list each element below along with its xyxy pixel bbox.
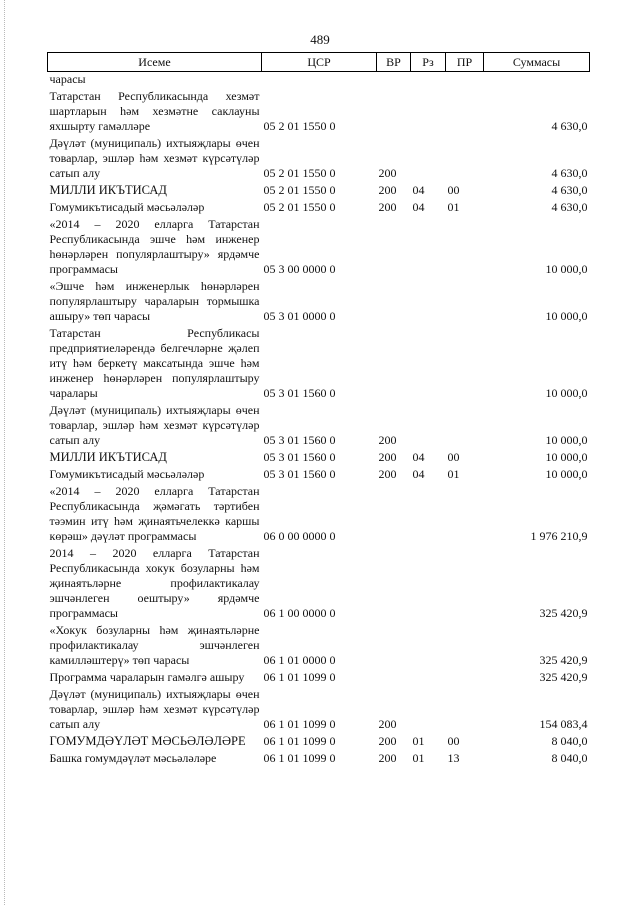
row-rz-code [411,279,446,326]
header-pr: ПР [446,53,484,72]
row-sum: 4 630,0 [551,183,588,197]
row-rz-code [411,72,446,90]
row-pr-code: 00 [447,183,460,197]
row-vr-code [377,546,411,623]
row-pr-code [446,279,484,326]
row-name: Дәүләт (муниципаль) ихтыяҗлары өчен товарлар, эшләр һәм хезмәт күрсәтүләр сатып алу [49,136,260,180]
row-sum: 10 000,0 [545,386,588,400]
row-csr-code: 06 1 01 1099 0 [263,717,336,731]
row-rz-code: 04 [412,200,425,214]
row-name: Программа чараларын гамәлгә ашыру [49,670,245,684]
row-rz-code [411,484,446,546]
row-vr-code [377,484,411,546]
row-csr-code: 05 3 01 1560 0 [263,450,336,464]
row-csr-code: 06 1 01 1099 0 [263,670,336,684]
header-vr: ВР [377,53,411,72]
table-row [48,279,590,326]
row-sum: 10 000,0 [545,309,588,323]
row-name: Гомумикътисадый мәсьәләләр [49,200,205,214]
table-body [48,72,590,769]
row-csr-code: 06 0 00 0000 0 [263,529,336,543]
row-rz-code: 04 [412,183,425,197]
row-pr-code [446,546,484,623]
row-sum: 325 420,9 [539,670,588,684]
row-sum: 4 630,0 [551,200,588,214]
table-row [48,403,590,450]
row-pr-code: 00 [447,734,460,748]
table-row [48,670,590,687]
header-name: Исеме [48,53,262,72]
row-csr-code: 05 3 01 1560 0 [263,386,336,400]
row-pr-code [446,403,484,450]
row-rz-code [411,89,446,136]
row-rz-code [411,136,446,183]
table-row [48,450,590,467]
row-csr-code: 05 2 01 1550 0 [263,200,336,214]
row-vr-code: 200 [378,734,397,748]
row-name: «Хокук бозуларны һәм җинаятьләрне профилактикалау эшчәнлеген камилләштерү» төп чарасы [49,623,260,667]
row-vr-code: 200 [378,166,397,180]
row-rz-code [411,546,446,623]
row-vr-code [377,72,411,90]
row-pr-code [446,217,484,279]
table-row [48,623,590,670]
row-vr-code [377,326,411,403]
row-sum: 4 630,0 [551,166,588,180]
row-vr-code: 200 [378,200,397,214]
row-name: МИЛЛИ ИКЪТИСАД [49,183,167,197]
row-vr-code [377,670,411,687]
table-row [48,72,590,90]
row-csr-code: 05 2 01 1550 0 [263,119,336,133]
row-vr-code [377,89,411,136]
row-name: Гомумикътисадый мәсьәләләр [49,467,205,481]
row-vr-code: 200 [378,450,397,464]
table-row [48,687,590,734]
row-vr-code: 200 [378,717,397,731]
row-pr-code [446,623,484,670]
row-name: Татарстан Республикасында хезмәт шартларын һәм хезмәтне саклауны яхшырту гамәлләре [49,89,260,133]
row-csr-code: 05 3 01 1560 0 [263,467,336,481]
row-csr-code: 06 1 01 1099 0 [263,751,336,765]
row-pr-code [446,89,484,136]
row-sum: 154 083,4 [539,717,588,731]
row-csr-code: 06 1 00 0000 0 [263,606,336,620]
row-rz-code: 04 [412,450,425,464]
table-row [48,484,590,546]
row-name: ГОМУМДӘҮЛӘТ МӘСЬӘЛӘЛӘРЕ [49,734,246,748]
row-sum: 8 040,0 [551,734,588,748]
row-sum: 1 976 210,9 [530,529,588,543]
row-name: «Эшче һәм инженерлык һөнәрләрен популярлаштыру чараларын тормышка ашыру» төп чарасы [49,279,260,323]
row-rz-code: 01 [412,751,425,765]
page-number: 489 [310,32,330,47]
row-csr-code: 05 2 01 1550 0 [263,183,336,197]
row-vr-code [377,217,411,279]
table-row [48,751,590,768]
table-row [48,546,590,623]
row-vr-code: 200 [378,433,397,447]
table-row [48,734,590,751]
row-csr-code: 05 3 01 1560 0 [263,433,336,447]
row-name: 2014 – 2020 елларга Татарстан Республикасында хокук бозуларны һәм җинаятьләрне профилактикалау эшчәнлеген оештыру» ярдәмче программасы [49,546,260,620]
row-sum: 325 420,9 [539,653,588,667]
row-pr-code [446,72,484,90]
row-vr-code: 200 [378,467,397,481]
table-row [48,326,590,403]
row-pr-code [446,670,484,687]
row-name: Башка гомумдәүләт мәсьәләләре [49,751,217,765]
row-sum: 8 040,0 [551,751,588,765]
row-name: чарасы [49,72,86,86]
row-pr-code: 01 [447,467,460,481]
row-rz-code [411,687,446,734]
row-rz-code [411,326,446,403]
row-csr-code: 05 3 00 0000 0 [263,262,336,276]
row-csr-code [262,72,377,90]
row-pr-code: 00 [447,450,460,464]
header-sum: Суммасы [484,53,590,72]
header-rz: Рз [411,53,446,72]
row-csr-code: 06 1 01 1099 0 [263,734,336,748]
row-pr-code [446,136,484,183]
row-rz-code [411,623,446,670]
row-name: «2014 – 2020 елларга Татарстан Республикасында җәмәгать тәртибен тәэмин итү һәм җинаятьчелеккә каршы көрәш» дәүләт программасы [49,484,260,543]
row-vr-code: 200 [378,183,397,197]
row-sum: 4 630,0 [551,119,588,133]
row-pr-code [446,484,484,546]
row-name: Дәүләт (муниципаль) ихтыяҗлары өчен товарлар, эшләр һәм хезмәт күрсәтүләр сатып алу [49,687,260,731]
row-name: МИЛЛИ ИКЪТИСАД [49,450,167,464]
row-sum: 10 000,0 [545,433,588,447]
row-name: Татарстан Республикасы предприятиеләрендә белгечләрне җәлеп итү һәм беркетү максатында эшче һәм инженер һөнәрләрен популярлаштыру чаралары [49,326,260,400]
row-pr-code: 13 [447,751,460,765]
row-name: Дәүләт (муниципаль) ихтыяҗлары өчен товарлар, эшләр һәм хезмәт күрсәтүләр сатып алу [49,403,260,447]
row-name: «2014 – 2020 елларга Татарстан Республикасында эшче һәм инженер һөнәрләрен популярлаштыру» ярдәмче программасы [49,217,260,276]
row-rz-code [411,217,446,279]
row-sum: 10 000,0 [545,450,588,464]
header-row [48,53,590,72]
row-vr-code [377,279,411,326]
row-sum: 10 000,0 [545,467,588,481]
row-csr-code: 05 3 01 0000 0 [263,309,336,323]
scan-edge-artifact [4,0,5,905]
row-rz-code [411,670,446,687]
table-row [48,183,590,200]
row-rz-code [411,403,446,450]
row-pr-code [446,687,484,734]
header-csr: ЦСР [262,53,377,72]
row-pr-code: 01 [447,200,460,214]
row-sum: 325 420,9 [539,606,588,620]
row-rz-code: 04 [412,467,425,481]
table-row [48,200,590,217]
row-csr-code: 05 2 01 1550 0 [263,166,336,180]
table-row [48,217,590,279]
table-header [48,53,590,72]
row-rz-code: 01 [412,734,425,748]
table-row [48,136,590,183]
row-sum [484,72,590,90]
row-csr-code: 06 1 01 0000 0 [263,653,336,667]
table-row [48,467,590,484]
budget-table [47,52,590,768]
row-vr-code [377,623,411,670]
table-row [48,89,590,136]
row-vr-code: 200 [378,751,397,765]
row-pr-code [446,326,484,403]
row-sum: 10 000,0 [545,262,588,276]
